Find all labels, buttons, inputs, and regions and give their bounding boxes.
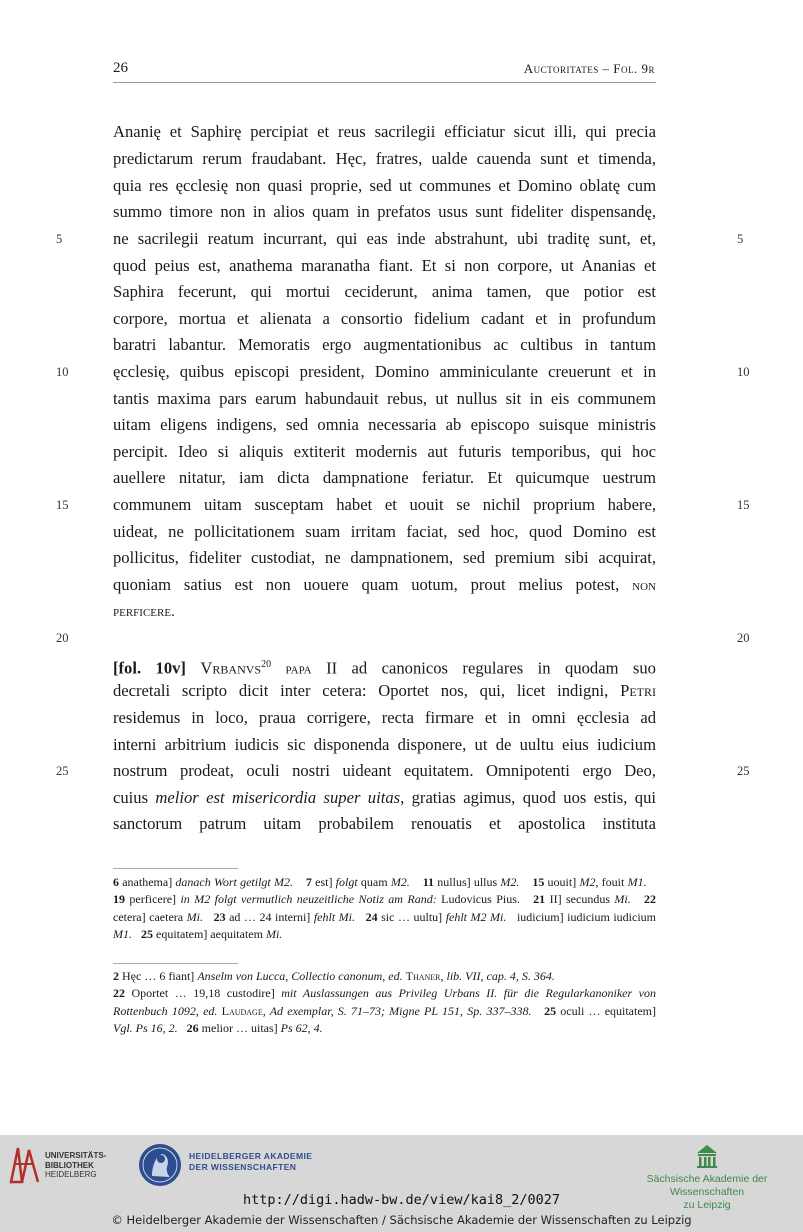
note-number: 11 <box>422 875 435 889</box>
text-line: tantis maxima pars earum habundauit rebus, ut nullus sit in eis communem <box>113 389 656 408</box>
hadw-line: DER WISSENSCHAFTEN <box>189 1162 297 1172</box>
page-number: 26 <box>113 60 128 76</box>
note-italic: fehlt M2 Mi. <box>445 909 507 924</box>
line-number-left: 15 <box>56 498 69 512</box>
note-number: 21 <box>533 892 546 907</box>
text-span: II ad canonicos regulares in quodam suo <box>326 658 656 678</box>
small-caps-word: papa <box>285 661 312 678</box>
text-line <box>113 601 656 622</box>
text-span: cuius <box>113 788 149 807</box>
note-italic: M2. <box>390 875 410 889</box>
name-petri: Petri <box>620 681 656 700</box>
note-text: quam <box>357 875 391 889</box>
text-line <box>113 575 656 596</box>
line-number-right: 5 <box>737 232 744 246</box>
text-line: pollicitus, fideliter custodiat, ne dampnationem, sed premium sibi acquirat, <box>113 548 656 567</box>
small-caps-word: perficere. <box>113 604 175 620</box>
text-line: baratri labantur. Memoratis ergo augmentationibus ac cultibus in tantum <box>113 335 656 354</box>
name-urbanus: Vrbanvs <box>200 658 262 678</box>
text-line: corpore, mortua et alienata a consortio fidelium cadant et in profundum <box>113 309 656 328</box>
note-text: anathema] <box>119 875 176 889</box>
note-number: 19 <box>113 892 125 907</box>
note-italic: fehlt Mi. <box>313 909 356 924</box>
italic-quote: melior est misericordia super uitas <box>155 788 401 807</box>
note-italic: Mi. <box>186 909 203 924</box>
text-line: quia res ęcclesię non quasi proprie, sed ut communes et Domino oblatę cum <box>113 176 656 195</box>
footnote-ref: 20 <box>261 659 272 670</box>
text-line: percipit. Ideo si aliquis extiterit modernis aut futuris temporibus, qui hoc <box>113 442 656 461</box>
note-number: 26 <box>186 1021 199 1036</box>
university-library-logo-icon <box>8 1142 42 1186</box>
text-line: auellere nitatur, iam dicta dampnatione feriatur. Et quicumque uestrum <box>113 468 656 487</box>
note-italic: M1. <box>113 927 132 942</box>
text-line: Ananię et Saphirę percipiat et reus sacrilegii efficiatur sicut illi, qui precia <box>113 122 656 141</box>
note-italic: folgt <box>335 875 358 889</box>
line-number-left: 5 <box>56 232 63 246</box>
note-italic: in M2 folgt vermutlich neuzeitliche Notiz am Rand: <box>180 892 437 907</box>
note-text: , fouit <box>595 875 628 889</box>
apparatus-rule <box>113 868 238 869</box>
line-number-left: 20 <box>56 631 69 645</box>
note-text: uouit] <box>544 875 580 889</box>
saw-line: Sächsische Akademie der Wissenschaften <box>646 1173 768 1198</box>
saw-line: zu Leipzig <box>683 1199 731 1211</box>
text-line: sanctorum patrum uitam probabilem renouatis et apostolica instituta <box>113 814 656 833</box>
text-line: ne sacrilegii reatum incurrant, qui eas inde abstrahunt, ubi traditę sunt, et, <box>113 229 656 248</box>
source-url-link[interactable]: http://digi.hadw-bw.de/view/kai8_2/0027 <box>243 1192 560 1208</box>
critical-apparatus <box>113 874 656 944</box>
note-italic: Anselm von Lucca, Collectio canonum, ed. <box>197 969 403 983</box>
text-span: quoniam satius est non uouere quam uotum, prout melius potest, <box>113 575 620 594</box>
text-line: ęcclesię, quibus episcopi president, Domino amminiculante creuerunt et in <box>113 362 656 381</box>
small-caps-word: non <box>632 578 657 594</box>
note-number: 25 <box>544 1003 557 1018</box>
folio-marker: [fol. 10v] <box>113 658 186 678</box>
note-italic: Mi. <box>265 927 283 942</box>
note-text: melior … uitas] <box>198 1021 281 1036</box>
note-text: II] secundus <box>545 892 615 907</box>
sources-rule <box>113 963 238 964</box>
note-text: sic … uultu] <box>377 909 446 924</box>
text-line: nostrum prodeat, oculi nostri uideant equitatem. Omnipotenti ergo Deo, <box>113 761 656 780</box>
line-number-right: 20 <box>737 631 750 645</box>
note-italic: Vgl. Ps 16, 2. <box>113 1021 178 1036</box>
note-text: oculi … equitatem] <box>556 1003 657 1018</box>
text-line: uitam eligens indigens, sed omnia necessaria ab episcopo suisque ministris <box>113 415 656 434</box>
note-text: ad … 24 interni] <box>225 909 314 924</box>
text-span: decretali scripto dicit inter cetera: Oportet nos, qui, licet indigni, <box>113 681 609 700</box>
text-line <box>113 655 656 680</box>
line-number-right: 15 <box>737 498 750 512</box>
text-line: interni arbitrium iudicis sic disponenda disponere, ut de uultu eius iudicium <box>113 735 656 754</box>
note-italic: mit Auslassungen aus Privileg Urbans II. für die Regularkanoniker von Rottenbuch 1092, ed. <box>113 986 657 1018</box>
note-italic: , Ad exemplar, S. 71–73; Migne PL 151, Sp. 337–338. <box>262 1003 532 1018</box>
line-number-left: 25 <box>56 764 69 778</box>
note-text: iudicium] iudicium iudicium <box>516 909 656 924</box>
hadw-logo-text <box>189 1151 312 1173</box>
note-text: Oportet … 19,18 custodire] <box>125 986 282 1001</box>
note-italic: M2 <box>579 875 596 889</box>
note-number: 23 <box>213 909 226 924</box>
text-span: , gratias agimus, quod uos estis, qui <box>400 788 656 807</box>
note-number: 25 <box>141 927 153 942</box>
note-italic: Ps 62, 4. <box>280 1021 323 1036</box>
line-number-right: 25 <box>737 764 750 778</box>
note-number: 6 <box>113 875 119 889</box>
note-italic: Mi. <box>614 892 631 907</box>
note-text: equitatem] aequitatem <box>153 927 266 942</box>
text-line: predictarum rerum fraudabant. Hęc, fratres, ualde cauenda sunt et timenda, <box>113 149 656 168</box>
note-number: 15 <box>532 875 545 889</box>
text-line: uideat, ne pollicitationem suam irritam faciat, sed hoc, quod Domino est <box>113 522 656 541</box>
text-line <box>113 788 656 808</box>
running-title: Auctoritates – Fol. 9r <box>523 61 655 76</box>
note-number: 7 <box>305 875 312 889</box>
note-italic: danach Wort getilgt M2. <box>175 875 293 889</box>
ub-line: HEIDELBERG <box>45 1170 97 1179</box>
header-rule <box>113 82 656 83</box>
note-number: 22 <box>644 892 657 907</box>
note-italic: M1. <box>627 875 647 889</box>
text-line: Saphira fecerunt, qui mortui ceciderunt, anima tamen, que potior est <box>113 282 656 301</box>
text-line: summo timore non in alios quam in prefatos usus sunt fideliter dispensandę, <box>113 202 656 221</box>
note-number: 22 <box>113 986 125 1001</box>
line-number-left: 10 <box>56 365 69 379</box>
text-line <box>113 681 656 701</box>
ub-line: BIBLIOTHEK <box>45 1160 94 1170</box>
note-text: cetera] caetera <box>113 909 187 924</box>
note-number: 24 <box>365 909 378 924</box>
note-italic: , lib. VII, cap. 4, S. 364. <box>440 969 555 983</box>
text-line: residemus in loco, praua corrigere, recta firmare et in omni ęcclesia ad <box>113 708 656 727</box>
text-line: communem uitam susceptam habet et uouit se nichil proprium habere, <box>113 495 656 514</box>
note-italic: M2. <box>500 875 520 889</box>
note-number: 2 <box>113 969 119 983</box>
note-text: Hęc … 6 fiant] <box>119 969 198 983</box>
copyright-notice: © Heidelberger Akademie der Wissenschaften / Sächsische Akademie der Wissenschaften zu Leipzig <box>111 1213 692 1227</box>
ub-logo-text <box>45 1151 106 1180</box>
note-text: nullus] ullus <box>434 875 501 889</box>
hadw-line: HEIDELBERGER AKADEMIE <box>189 1151 313 1161</box>
editor-name: Thaner <box>405 969 441 983</box>
source-apparatus <box>113 968 656 1038</box>
note-text: Ludovicus Pius. <box>436 892 520 907</box>
note-text: est] <box>311 875 336 889</box>
note-text: perficere] <box>125 892 181 907</box>
editor-name: Laudage <box>221 1003 263 1018</box>
academy-seal-icon <box>138 1142 182 1188</box>
saxon-academy-building-icon <box>695 1143 719 1169</box>
line-number-right: 10 <box>737 365 750 379</box>
text-line: quod peius est, anathema maranatha fiant. Et si non corpore, ut Ananias et <box>113 256 656 275</box>
ub-line: UNIVERSITÄTS- <box>45 1151 107 1160</box>
